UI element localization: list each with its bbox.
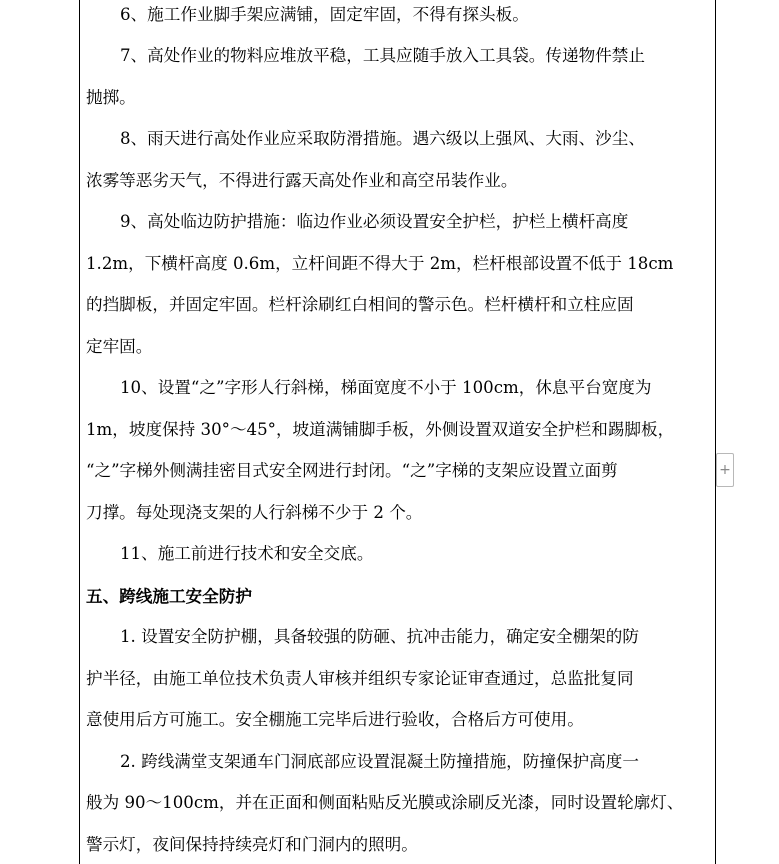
paragraph-line: 1m，坡度保持 30°～45°，坡道满铺脚手板，外侧设置双道安全护栏和踢脚板，: [86, 420, 675, 439]
paragraph-line: 1. 设置安全防护棚，具备较强的防砸、抗冲击能力，确定安全棚架的防: [120, 627, 639, 646]
paragraph-line: 11、施工前进行技术和安全交底。: [120, 544, 374, 563]
paragraph-line: “之”字梯外侧满挂密目式安全网进行封闭。“之”字梯的支架应设置立面剪: [86, 461, 618, 480]
paragraph-line: 6、施工作业脚手架应满铺，固定牢固，不得有探头板。: [120, 5, 529, 24]
paragraph-line: 7、高处作业的物料应堆放平稳，工具应随手放入工具袋。传递物件禁止: [120, 46, 645, 65]
paragraph-line: 的挡脚板，并固定牢固。栏杆涂刷红白相间的警示色。栏杆横杆和立柱应固: [86, 295, 634, 314]
paragraph-line: 8、雨天进行高处作业应采取防滑措施。遇六级以上强风、大雨、沙尘、: [120, 129, 645, 148]
paragraph-line: 般为 90～100cm，并在正面和侧面粘贴反光膜或涂刷反光漆，同时设置轮廓灯、: [86, 793, 684, 812]
expand-button[interactable]: [716, 453, 734, 487]
paragraph-line: 抛掷。: [86, 88, 136, 107]
paragraph-line: 警示灯，夜间保持持续亮灯和门洞内的照明。: [86, 835, 418, 854]
plus-icon: +: [719, 462, 731, 478]
paragraph-line: 意使用后方可施工。安全棚施工完毕后进行验收，合格后方可使用。: [86, 710, 584, 729]
section-heading: 五、跨线施工安全防护: [86, 586, 252, 606]
paragraph-line: 2. 跨线满堂支架通车门洞底部应设置混凝土防撞措施，防撞保护高度一: [120, 752, 639, 771]
paragraph-line: 护半径，由施工单位技术负责人审核并组织专家论证审查通过，总监批复同: [86, 669, 634, 688]
paragraph-line: 刀撑。每处现浇支架的人行斜梯不少于 2 个。: [86, 503, 423, 522]
paragraph-line: 9、高处临边防护措施：临边作业必须设置安全护栏，护栏上横杆高度: [120, 212, 629, 231]
paragraph-line: 1.2m，下横杆高度 0.6m，立杆间距不得大于 2m，栏杆根部设置不低于 18cm: [86, 254, 674, 273]
document-page: [79, 0, 716, 864]
paragraph-line: 定牢固。: [86, 337, 153, 356]
paragraph-line: 浓雾等恶劣天气，不得进行露天高处作业和高空吊装作业。: [86, 171, 518, 190]
paragraph-line: 10、设置“之”字形人行斜梯，梯面宽度不小于 100cm，休息平台宽度为: [120, 378, 652, 397]
